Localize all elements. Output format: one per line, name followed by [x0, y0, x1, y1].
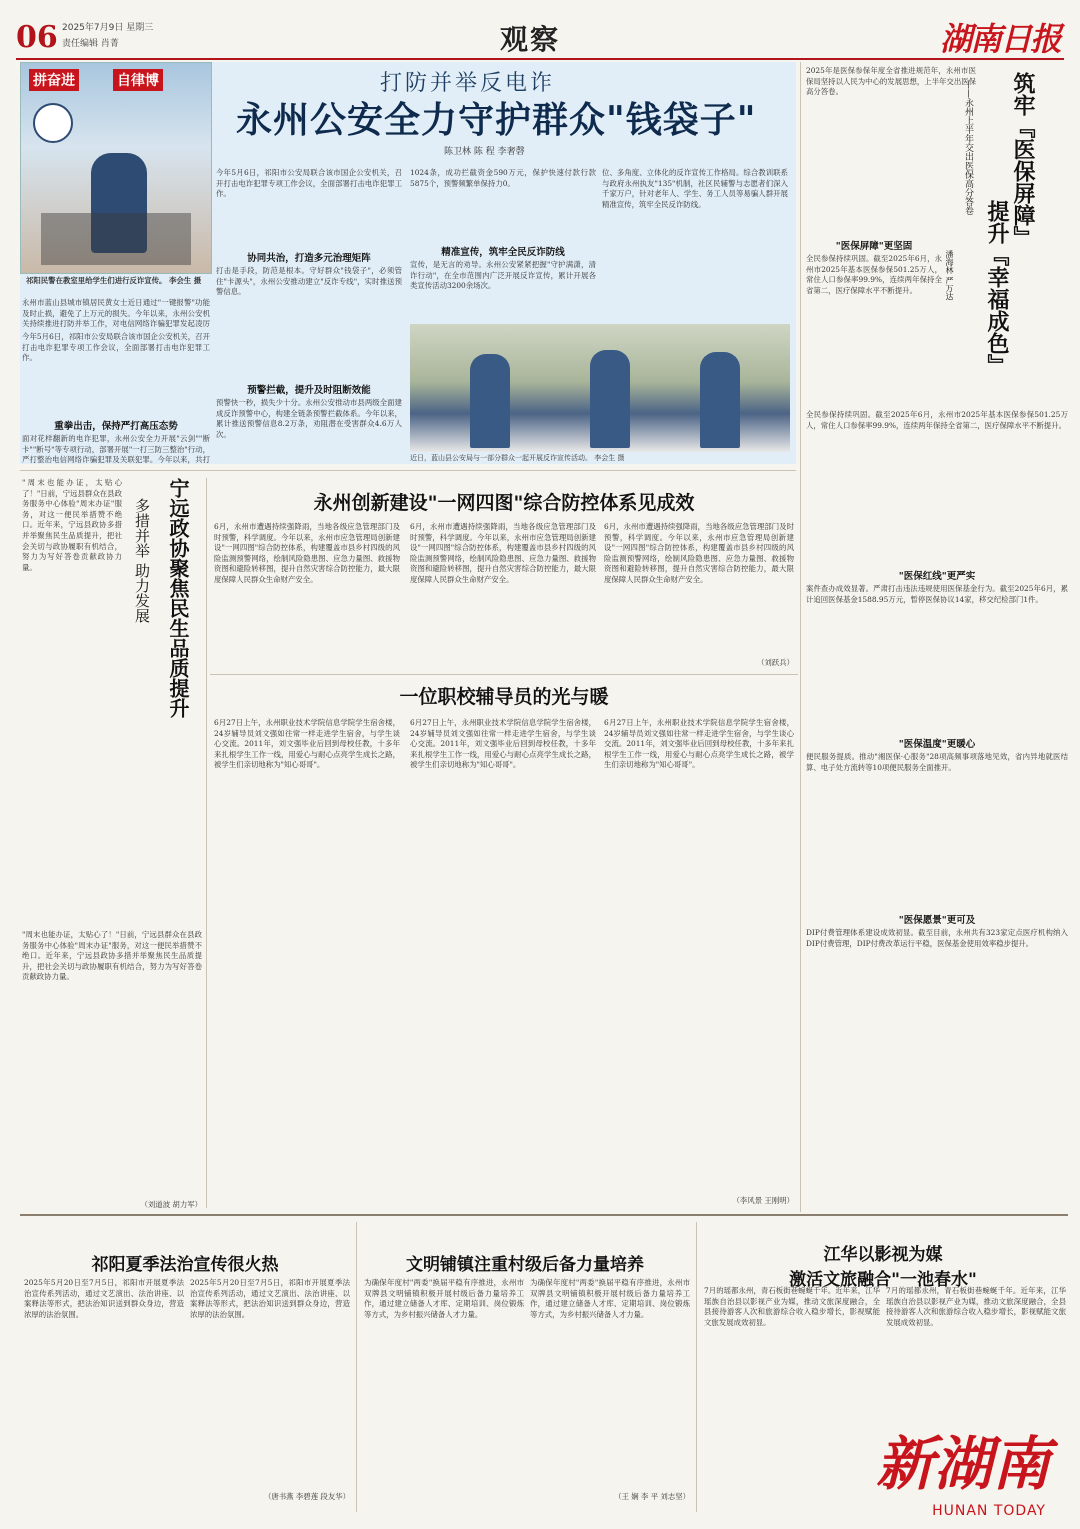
article-paragraph: 全民参保持续巩固。截至2025年6月，永州市2025年基本医保参保501.25万人，常住人口参保率99.9%，连续两年保持全省第二，医疗保障水平不断提升。: [806, 254, 942, 295]
photo-caption: 祁阳民警在教室里给学生们进行反诈宣传。 李会生 摄: [26, 276, 202, 285]
article-paragraph: 6月，永州市遭遇持续强降雨，当地各级应急管理部门及时预警，科学调度。今年以来，永州市应急管理局创新建设"一网四图"综合防控体系，构建覆盖市县乡村四级的风险监测预警网络，绘制风险隐患图、应急力量图、救援物资图和避险转移图，提升自然灾害综合防控能力，最大限度保障人民群众生命财产安全。: [604, 522, 794, 584]
article-kicker: 打防并举反电诈: [380, 71, 556, 96]
article-title: 永州创新建设"一网四图"综合防控体系见成效: [313, 492, 695, 514]
officer-figure: [700, 352, 740, 448]
feature-title-line: 提升『幸福成色』: [984, 200, 1010, 376]
article-paragraph: 6月27日上午，永州职业技术学院信息学院学生宿舍楼，24岁辅导员刘文强如往常一样走进学生宿舍，与学生谈心交流。2011年，刘文强毕业后回到母校任教，十多年来扎根学生工作一线，用爱心与耐心点亮学生成长之路，被学生们亲切地称为"知心哥哥"。: [604, 718, 794, 770]
article-paragraph: 7月的瑶都永州，青石板街巷蜿蜒千年。近年来，江华瑶族自治县以影视产业为媒，推动文旅深度融合，全县接待游客人次和旅游综合收入稳步增长，影视赋能文旅发展成效初显。: [886, 1286, 1066, 1327]
sidebar-text: "周末也能办证，太贴心了！"日前，宁远县群众在县政务服务中心体验"周末办证"服务，对这一便民举措赞不绝口。近年来，宁远县政协多措并举聚焦民生品质提升，把社会关切与政协履职有机结合，努力为写好答卷贡献政协力量。: [22, 930, 202, 982]
article-paragraph: 6月27日上午，永州职业技术学院信息学院学生宿舍楼，24岁辅导员刘文强如往常一样走进学生宿舍，与学生谈心交流。2011年，刘文强毕业后回到母校任教，十多年来扎根学生工作一线，用爱心与耐心点亮学生成长之路，被学生们亲切地称为"知心哥哥"。: [214, 718, 400, 770]
sidebar-text: "周末也能办证，太贴心了！"日前，宁远县群众在县政务服务中心体验"周末办证"服务，对这一便民举措赞不绝口。近年来，宁远县政协多措并举聚焦民生品质提升，把社会关切与政协履职有机结合，努力为写好答卷贡献政协力量。: [22, 478, 122, 572]
article-paragraph: 全民参保持续巩固。截至2025年6月，永州市2025年基本医保参保501.25万人，常住人口参保率99.9%，连续两年保持全省第二，医疗保障水平不断提升。: [806, 410, 1068, 430]
article-title: [700, 1240, 1066, 1290]
column-divider: [206, 478, 207, 1208]
article-paragraph: 永州市蓝山县城市镇居民黄女士近日通过"一键报警"功能及时止损，避免了上万元的损失。今年以来，永州公安机关持续推进打防并举工作，对电信网络诈骗犯罪发起凌厉: [22, 298, 210, 328]
article-paragraph: 面对花样翻新的电诈犯罪，永州公安全力开展"云剑""断卡""断号"等专项行动，部署开展"一打三防三整治"行动，严打整治电信网络诈骗犯罪及关联犯罪。今年以来，共打: [22, 434, 210, 464]
feature-byline: 潘海林 严万达: [945, 250, 954, 301]
article-headline: 永州公安全力守护群众"钱袋子": [236, 99, 757, 141]
page-number: 06: [16, 20, 58, 55]
article-byline: 陈卫林 陈 程 李奢磬: [444, 147, 525, 157]
article-paragraph: 为确保年度村"两委"换届平稳有序推进，永州市双牌县文明铺镇积极开展村级后备力量培养工作，通过建立储备人才库、定期培训、岗位锻炼等方式，为乡村振兴储备人才力量。: [530, 1278, 690, 1319]
section-divider: [20, 470, 796, 471]
sidebar-title: 宁远政协聚焦民生品质提升: [166, 478, 190, 718]
subheading: 重拳出击，保持严打高压态势: [54, 421, 178, 432]
officer-figure: [470, 354, 510, 448]
article-paragraph: 6月，永州市遭遇持续强降雨，当地各级应急管理部门及时预警，科学调度。今年以来，永州市应急管理局创新建设"一网四图"综合防控体系，构建覆盖市县乡村四级的风险监测预警网络，绘制风险隐患图、应急力量图、救援物资图和避险转移图，提升自然灾害综合防控能力，最大限度保障人民群众生命财产安全。: [410, 522, 596, 584]
article-paragraph: 便民服务提质。推动"湘医保·心服务"28项高频事项落地见效，省内异地就医结算、电子处方流转等10项便民服务全面推开。: [806, 752, 1068, 772]
officer-figure: [590, 350, 630, 448]
article-byline: （李风景 王刚明）: [732, 1196, 794, 1205]
newspaper-logo: 湖南日报: [939, 20, 1060, 58]
subheading: 精准宣传，筑牢全民反诈防线: [441, 247, 565, 258]
sidebar-subtitle: 多措并举 助力发展: [133, 498, 151, 623]
article-byline: （王 娴 李 平 刘志坚）: [614, 1492, 690, 1501]
article-paragraph: 位、多角度、立体化的反诈宣传工作格局。综合教训联系与政府永州执友"135"机制，社区民辅警与志愿者们深入千家万户，针对老年人、学生、务工人员等易骗人群开展精准宣传，筑牢全民反诈防线。: [602, 168, 788, 209]
editor-credit: 责任编辑 肖菁: [62, 39, 119, 49]
banner-word: 拼奋进: [29, 69, 79, 91]
badge-icon: [33, 103, 73, 143]
article-paragraph: DIP付费管理体系建设成效初显。截至目前，永州共有323家定点医疗机构纳入DIP付费管理，DIP付费改革运行平稳，医保基金使用效率稳步提升。: [806, 928, 1068, 948]
section-divider: [210, 674, 798, 675]
article-title: 祁阳夏季法治宣传很火热: [91, 1255, 279, 1275]
classroom-photo: [20, 62, 212, 274]
subheading: "医保红线"更严实: [898, 571, 976, 582]
banner-word: 自律博: [113, 69, 163, 91]
column-divider: [356, 1222, 357, 1512]
subheading: 协同共治，打造多元治理矩阵: [247, 253, 371, 264]
column-divider: [696, 1222, 697, 1512]
article-byline: （唐书燕 李碧莲 段友华）: [264, 1492, 350, 1501]
subheading: "医保屏障"更坚固: [835, 241, 913, 252]
article-paragraph: 今年5月6日，祁阳市公安局联合该市国企公安机关，召开打击电诈犯罪专项工作会议，全面部署打击电诈犯罪工作。: [216, 168, 402, 199]
article-paragraph: 1024条，成功拦截资金590万元，保护快速付款行款5875个，预警频繁单保持力0。: [410, 168, 596, 188]
article-paragraph: 宣传，是无言的劝导。永州公安紧紧把握"守护满潇，清诈行动"，在全市范围内广泛开展反诈宣传，累计开展各类宣传活动3200余场次。: [410, 260, 596, 291]
sidebar-byline: （刘道波 胡力军）: [140, 1200, 202, 1209]
article-paragraph: 为确保年度村"两委"换届平稳有序推进，永州市双牌县文明铺镇积极开展村级后备力量培养工作，通过建立储备人才库、定期培训、岗位锻炼等方式，为乡村振兴储备人才力量。: [364, 1278, 524, 1319]
article-paragraph: 6月27日上午，永州职业技术学院信息学院学生宿舍楼，24岁辅导员刘文强如往常一样走进学生宿舍，与学生谈心交流。2011年，刘文强毕业后回到母校任教，十多年来扎根学生工作一线，用爱心与耐心点亮学生成长之路，被学生们亲切地称为"知心哥哥"。: [410, 718, 596, 770]
article-title-line: 江华以影视为媒: [823, 1245, 943, 1265]
article-paragraph: 2025年是医保参保年度全省推进规范年，永州市医保局坚持以人民为中心的发展思想，上半年交出医保高分答卷。: [806, 66, 976, 97]
article-title-line: 激活文旅融合"一池春水": [789, 1270, 977, 1290]
article-paragraph: 今年5月6日，祁阳市公安局联合该市国企公安机关，召开打击电诈犯罪专项工作会议，全面部署打击电诈犯罪工作。: [22, 332, 210, 363]
feature-subtitle: ——永州上半年交出医保高分答卷: [963, 80, 973, 215]
subheading: "医保温度"更暖心: [898, 739, 976, 750]
article-byline: （刘跃兵）: [757, 658, 794, 667]
article-title: 一位职校辅导员的光与暖: [399, 686, 609, 708]
issue-date: 2025年7月9日 星期三: [62, 23, 154, 33]
article-paragraph: 7月的瑶都永州，青石板街巷蜿蜒千年。近年来，江华瑶族自治县以影视产业为媒，推动文旅深度融合，全县接待游客人次和旅游综合收入稳步增长，影视赋能文旅发展成效初显。: [704, 1286, 880, 1327]
header-rule: [16, 58, 1064, 60]
article-paragraph: 预警快一秒，损失少十分。永州公安推动市县两级全面建成反诈预警中心，构建全链条预警拦截体系。今年以来，累计推送预警信息8.2万条，劝阻潜在受害群众4.6万人次。: [216, 398, 402, 439]
article-paragraph: 2025年5月20日至7月5日，祁阳市开展夏季法治宣传系列活动，通过文艺演出、法治讲座、以案释法等形式，把法治知识送到群众身边，营造浓厚的法治氛围。: [190, 1278, 350, 1319]
section-title: 观察: [500, 23, 561, 56]
feature-title-line: 筑牢『医保屏障』: [1010, 72, 1036, 248]
article-paragraph: 6月，永州市遭遇持续强降雨，当地各级应急管理部门及时预警，科学调度。今年以来，永州市应急管理局创新建设"一网四图"综合防控体系，构建覆盖市县乡村四级的风险监测预警网络，绘制风险隐患图、应急力量图、救援物资图和避险转移图，提升自然灾害综合防控能力，最大限度保障人民群众生命财产安全。: [214, 522, 400, 584]
column-divider: [800, 62, 801, 1212]
brand-logo-en: HUNAN TODAY: [932, 1503, 1046, 1519]
subheading: "医保愿景"更可及: [898, 915, 976, 926]
photo-caption: 近日，蓝山县公安局与一部分群众一起开展反诈宣传活动。 李会生 摄: [410, 454, 625, 462]
article-paragraph: 案件查办成效显著。严肃打击违法违规使用医保基金行为。截至2025年6月，累计追回医保基金1588.95万元，暂停医保协议14家，移交纪检部门1件。: [806, 584, 1068, 604]
students-area: [41, 213, 191, 265]
article-title: 文明铺镇注重村级后备力量培养: [406, 1255, 644, 1275]
article-paragraph: 2025年5月20日至7月5日，祁阳市开展夏季法治宣传系列活动，通过文艺演出、法治讲座、以案释法等形式，把法治知识送到群众身边，营造浓厚的法治氛围。: [24, 1278, 184, 1319]
street-outreach-photo: [410, 324, 790, 452]
section-divider: [20, 1214, 1068, 1216]
article-paragraph: 打击是手段，防范是根本。守好群众"钱袋子"，必须管住"卡源头"，永州公安推动建立"反诈专线"，实时推送预警信息。: [216, 266, 402, 297]
brand-logo: 新湖南: [875, 1430, 1050, 1498]
subheading: 预警拦截，提升及时阻断效能: [247, 385, 371, 396]
